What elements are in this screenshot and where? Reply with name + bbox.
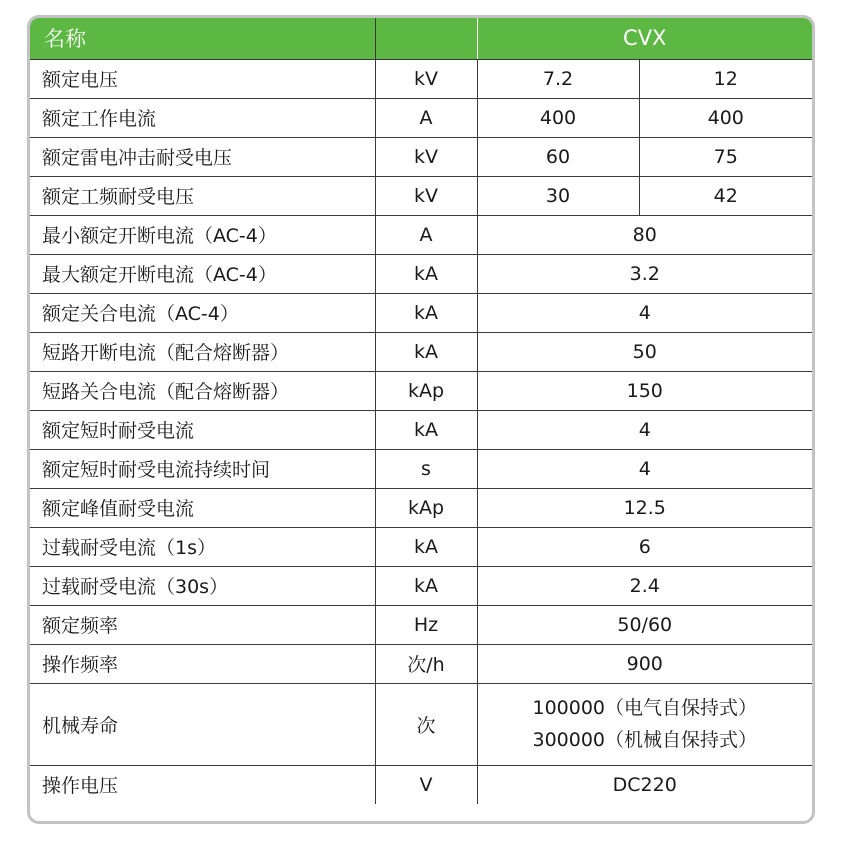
row-name: 短路开断电流（配合熔断器） [30, 332, 375, 371]
row-value: 80 [477, 215, 812, 254]
row-unit: kA [375, 527, 477, 566]
row-value [477, 683, 812, 765]
row-unit: 次/h [375, 644, 477, 683]
row-unit: kV [375, 59, 477, 98]
row-unit: kA [375, 410, 477, 449]
row-name: 过载耐受电流（30s） [30, 566, 375, 605]
row-name: 机械寿命 [30, 683, 375, 765]
row-unit: kA [375, 254, 477, 293]
row-name: 额定频率 [30, 605, 375, 644]
table-row [30, 293, 812, 332]
row-value-1: 30 [477, 176, 639, 215]
header-name: 名称 [30, 18, 375, 59]
table-row [30, 449, 812, 488]
table-row [30, 527, 812, 566]
row-unit: 次 [375, 683, 477, 765]
row-name: 额定工作电流 [30, 98, 375, 137]
row-name: 操作频率 [30, 644, 375, 683]
row-value: 12.5 [477, 488, 812, 527]
row-unit: kA [375, 566, 477, 605]
row-value: DC220 [477, 765, 812, 804]
row-unit: Hz [375, 605, 477, 644]
row-name: 额定工频耐受电压 [30, 176, 375, 215]
spec-table-frame [27, 15, 815, 824]
spec-table [30, 18, 812, 804]
table-row [30, 332, 812, 371]
table-row [30, 254, 812, 293]
row-value: 50 [477, 332, 812, 371]
row-value: 4 [477, 293, 812, 332]
table-row [30, 765, 812, 804]
header-unit [375, 18, 477, 59]
row-name: 过载耐受电流（1s） [30, 527, 375, 566]
row-value: 4 [477, 449, 812, 488]
row-value: 4 [477, 410, 812, 449]
table-row [30, 137, 812, 176]
row-name: 额定电压 [30, 59, 375, 98]
row-unit: s [375, 449, 477, 488]
row-name: 最小额定开断电流（AC-4） [30, 215, 375, 254]
table-row [30, 176, 812, 215]
row-value: 900 [477, 644, 812, 683]
row-unit: kAp [375, 371, 477, 410]
row-value-1: 60 [477, 137, 639, 176]
row-unit: kV [375, 137, 477, 176]
row-value-1: 400 [477, 98, 639, 137]
row-value-2: 400 [639, 98, 812, 137]
row-name: 短路关合电流（配合熔断器） [30, 371, 375, 410]
row-name: 最大额定开断电流（AC-4） [30, 254, 375, 293]
row-value: 6 [477, 527, 812, 566]
table-row [30, 488, 812, 527]
row-unit: kV [375, 176, 477, 215]
row-name: 额定短时耐受电流 [30, 410, 375, 449]
row-unit: kA [375, 332, 477, 371]
header-row [30, 18, 812, 59]
table-row [30, 605, 812, 644]
row-name: 额定峰值耐受电流 [30, 488, 375, 527]
table-row [30, 683, 812, 765]
row-value-2: 42 [639, 176, 812, 215]
table-row [30, 98, 812, 137]
table-row [30, 215, 812, 254]
table-row [30, 59, 812, 98]
row-value-1: 7.2 [477, 59, 639, 98]
row-value-2: 12 [639, 59, 812, 98]
row-value: 50/60 [477, 605, 812, 644]
table-row [30, 410, 812, 449]
row-value: 3.2 [477, 254, 812, 293]
row-unit: A [375, 215, 477, 254]
row-name: 操作电压 [30, 765, 375, 804]
table-row [30, 371, 812, 410]
row-unit: kA [375, 293, 477, 332]
row-value: 2.4 [477, 566, 812, 605]
row-unit: V [375, 765, 477, 804]
row-value: 150 [477, 371, 812, 410]
row-value-2: 75 [639, 137, 812, 176]
row-name: 额定关合电流（AC-4） [30, 293, 375, 332]
row-unit: kAp [375, 488, 477, 527]
row-value-line-2: 300000（机械自保持式） [532, 729, 758, 751]
header-model: CVX [477, 18, 812, 59]
row-unit: A [375, 98, 477, 137]
table-row [30, 644, 812, 683]
table-row [30, 566, 812, 605]
row-name: 额定雷电冲击耐受电压 [30, 137, 375, 176]
row-name: 额定短时耐受电流持续时间 [30, 449, 375, 488]
row-value-line-1: 100000（电气自保持式） [532, 697, 758, 719]
